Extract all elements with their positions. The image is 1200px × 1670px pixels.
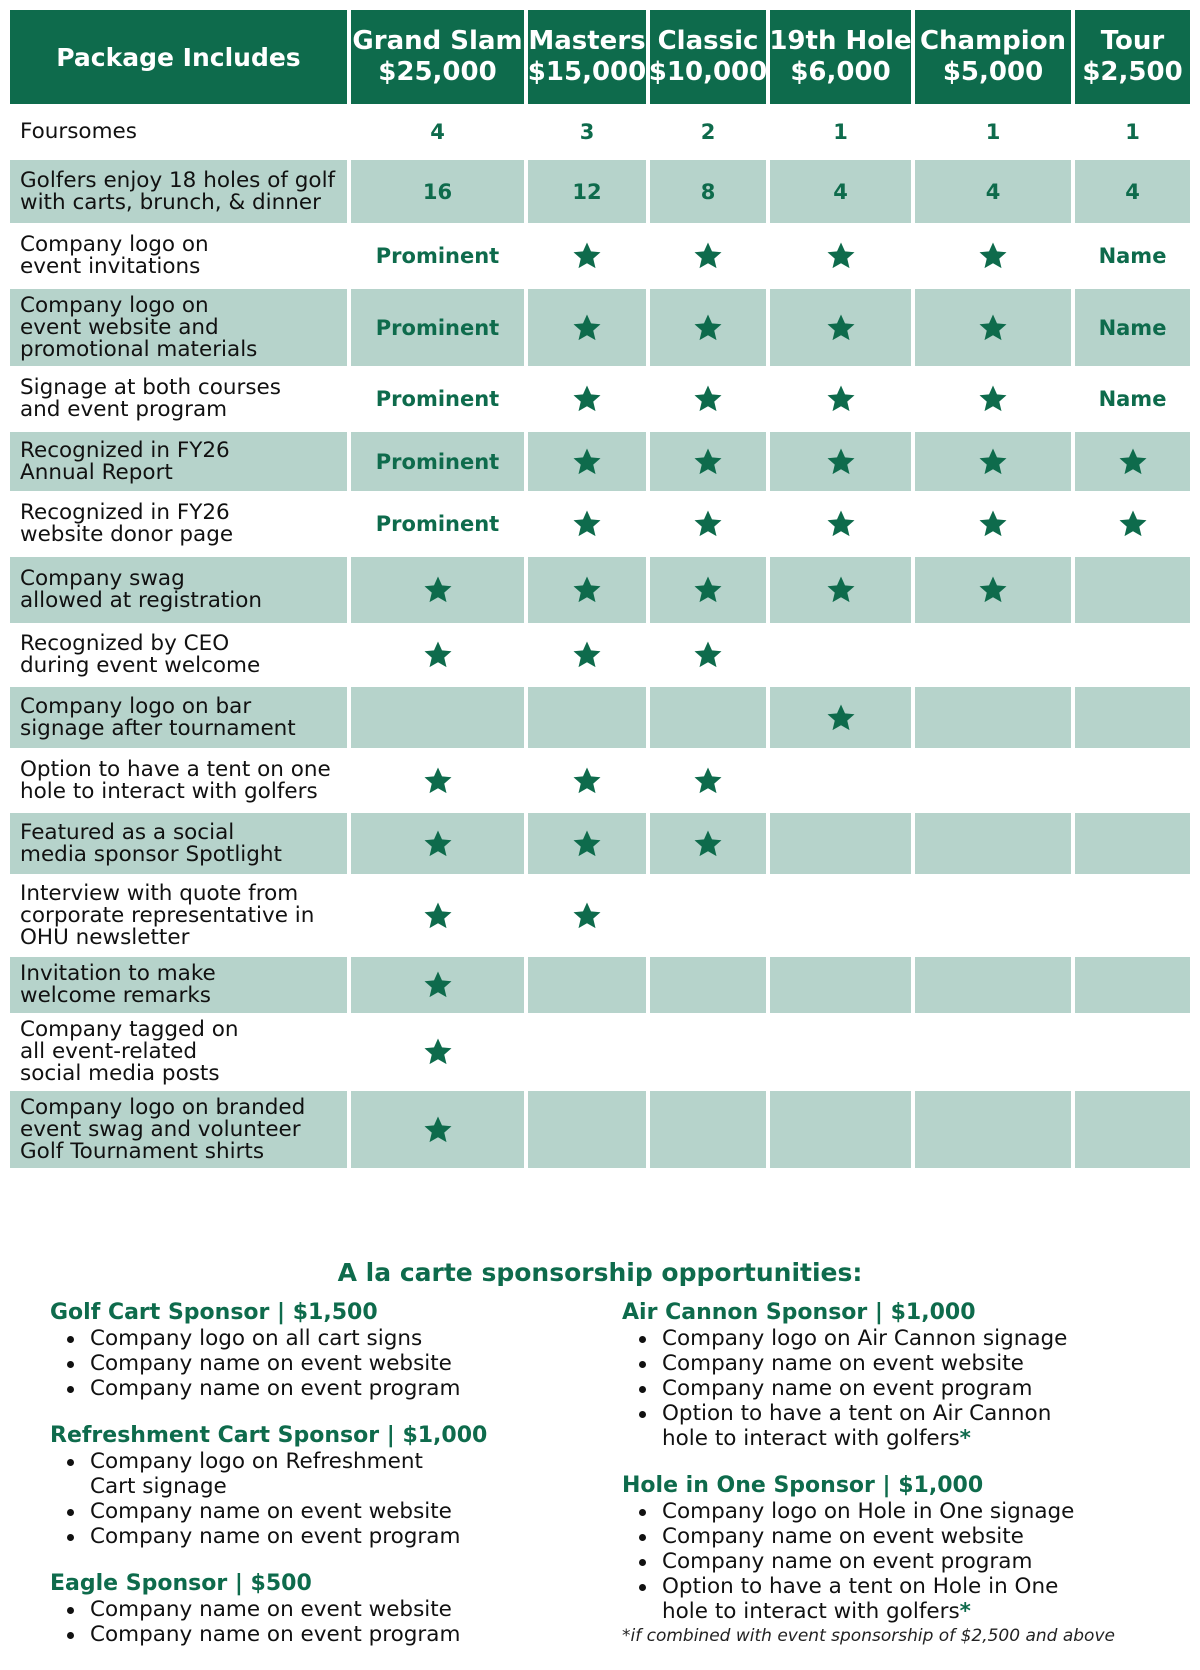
star-icon <box>423 575 453 605</box>
benefit-value: 2 <box>700 120 716 144</box>
benefit-cell <box>351 160 524 223</box>
benefit-cell <box>770 369 911 429</box>
sponsor-benefit-item: Company name on event website <box>622 1524 1192 1549</box>
star-icon <box>423 970 453 1000</box>
star-icon <box>572 241 602 271</box>
benefit-value: Prominent <box>375 244 500 268</box>
sponsor-benefit-item <box>622 1401 1192 1451</box>
sponsor-benefit-item <box>622 1574 1192 1624</box>
benefit-cell <box>650 160 766 223</box>
row-label: Option to have a tent on one hole to interact with golfers <box>20 756 331 804</box>
row-label: Company tagged on all event-related social media posts <box>20 1017 239 1086</box>
benefit-cell <box>528 626 646 684</box>
benefit-cell <box>770 626 911 684</box>
sponsor-benefit-list <box>50 1326 610 1401</box>
row-label: Company logo on branded event swag and volunteer Golf Tournament shirts <box>10 1091 347 1168</box>
benefit-cell <box>915 289 1071 366</box>
star-icon <box>572 575 602 605</box>
sponsor-benefit-list <box>622 1326 1192 1451</box>
star-icon <box>572 509 602 539</box>
star-icon <box>693 447 723 477</box>
benefit-value: 4 <box>430 120 445 144</box>
benefit-cell <box>351 369 524 429</box>
benefit-cell <box>351 877 524 954</box>
benefit-value: 16 <box>422 179 453 204</box>
benefit-cell <box>1075 160 1190 223</box>
header-package-includes: Package Includes <box>10 10 347 104</box>
asterisk-mark: * <box>959 1599 971 1624</box>
benefit-value: Prominent <box>375 449 500 474</box>
asterisk-mark: * <box>959 1426 971 1451</box>
benefit-value: Name <box>1098 244 1167 268</box>
benefit-cell <box>915 160 1071 223</box>
benefit-cell <box>650 1091 766 1168</box>
sponsor-title: Eagle Sponsor | $500 <box>50 1571 312 1596</box>
row-label: Company logo on event invitations <box>20 232 209 279</box>
benefit-cell <box>650 957 766 1013</box>
benefit-cell <box>650 557 766 623</box>
benefit-cell <box>915 432 1071 491</box>
star-icon <box>572 313 602 343</box>
benefit-cell <box>770 957 911 1013</box>
benefit-value: 1 <box>833 120 848 144</box>
benefit-cell <box>528 687 646 748</box>
sponsor-benefit-item: Company name on event program <box>622 1376 1192 1401</box>
benefit-cell <box>528 877 646 954</box>
sponsor-benefit-list <box>50 1449 610 1549</box>
benefit-cell <box>770 432 911 491</box>
star-icon <box>423 640 453 670</box>
star-icon <box>572 640 602 670</box>
star-icon <box>693 313 723 343</box>
benefit-cell <box>915 369 1071 429</box>
benefit-cell <box>1075 557 1190 623</box>
benefit-cell <box>528 557 646 623</box>
sponsor-benefit-item: Company name on event website <box>50 1597 610 1622</box>
star-icon <box>1118 447 1148 477</box>
benefit-cell <box>1075 289 1190 366</box>
package-name: Tour <box>1100 26 1165 56</box>
benefit-cell <box>915 813 1071 874</box>
benefit-cell <box>650 1016 766 1088</box>
benefit-cell <box>351 1016 524 1088</box>
benefit-cell <box>1075 751 1190 810</box>
sponsor-benefit-item: Company logo on Refreshment Cart signage <box>50 1449 610 1499</box>
benefit-cell <box>351 957 524 1013</box>
star-icon <box>693 766 723 796</box>
sponsor-benefit-text: Option to have a tent on Hole in One hole to interact with golfers <box>662 1574 1059 1624</box>
benefit-cell <box>770 687 911 748</box>
sponsor-benefit-item: Company logo on Hole in One signage <box>622 1499 1192 1524</box>
benefit-cell <box>770 877 911 954</box>
benefit-cell <box>1075 226 1190 286</box>
benefit-cell <box>528 226 646 286</box>
star-icon <box>978 384 1008 414</box>
star-icon <box>423 1115 453 1145</box>
star-icon <box>978 241 1008 271</box>
benefit-cell <box>1075 957 1190 1013</box>
benefit-cell <box>528 432 646 491</box>
star-icon <box>826 313 856 343</box>
a-la-carte-left-column <box>50 1300 610 1669</box>
sponsor-block <box>50 1571 610 1647</box>
benefit-cell <box>1075 369 1190 429</box>
benefit-cell <box>351 687 524 748</box>
benefit-value: 12 <box>572 179 602 204</box>
row-label: Recognized in FY26 website donor page <box>20 500 234 547</box>
sponsor-benefit-item: Company logo on Air Cannon signage <box>622 1326 1192 1351</box>
benefit-cell <box>770 557 911 623</box>
a-la-carte-right-column <box>622 1300 1192 1646</box>
row-label: Interview with quote from corporate representative in OHU newsletter <box>20 880 315 950</box>
row-label: Recognized in FY26 Annual Report <box>10 432 347 491</box>
benefit-value: Name <box>1098 315 1167 340</box>
header-package-0 <box>351 10 524 104</box>
star-icon <box>693 384 723 414</box>
sponsor-title: Golf Cart Sponsor | $1,500 <box>50 1300 378 1325</box>
star-icon <box>572 901 602 931</box>
row-label: Featured as a social media sponsor Spotlight <box>10 813 347 874</box>
benefit-cell <box>770 751 911 810</box>
row-label: Invitation to make welcome remarks <box>10 957 347 1013</box>
benefit-cell <box>650 432 766 491</box>
star-icon <box>978 575 1008 605</box>
star-icon <box>1118 509 1148 539</box>
benefit-cell <box>915 626 1071 684</box>
sponsor-title: Refreshment Cart Sponsor | $1,000 <box>50 1423 488 1448</box>
benefit-cell <box>770 160 911 223</box>
package-price: $25,000 <box>378 57 497 87</box>
benefit-cell <box>528 107 646 157</box>
benefit-cell <box>650 107 766 157</box>
star-icon <box>826 575 856 605</box>
benefit-value: 3 <box>579 120 595 144</box>
benefit-cell <box>770 494 911 554</box>
sponsor-block <box>50 1300 610 1401</box>
star-icon <box>423 766 453 796</box>
benefit-cell <box>915 107 1071 157</box>
benefit-cell <box>650 687 766 748</box>
benefit-cell <box>528 289 646 366</box>
row-label: Golfers enjoy 18 holes of golf with carts, brunch, & dinner <box>10 160 347 223</box>
benefit-cell <box>528 494 646 554</box>
a-la-carte-title: A la carte sponsorship opportunities: <box>337 1258 863 1287</box>
sponsor-benefit-item: Company name on event program <box>50 1622 610 1647</box>
benefit-cell <box>650 626 766 684</box>
benefit-cell <box>770 1016 911 1088</box>
header-package-5 <box>1075 10 1190 104</box>
package-price: $5,000 <box>942 57 1044 87</box>
star-icon <box>826 241 856 271</box>
benefit-cell <box>650 494 766 554</box>
star-icon <box>693 640 723 670</box>
benefit-cell <box>770 289 911 366</box>
benefit-cell <box>351 494 524 554</box>
benefit-value: Name <box>1098 387 1167 411</box>
sponsor-benefit-item: Company name on event program <box>50 1376 610 1401</box>
package-name: Classic <box>657 26 759 56</box>
star-icon <box>693 241 723 271</box>
benefit-cell <box>915 1091 1071 1168</box>
benefit-cell <box>351 226 524 286</box>
benefit-cell <box>1075 432 1190 491</box>
header-package-1 <box>528 10 646 104</box>
benefit-value: 4 <box>833 179 848 204</box>
benefit-value: 1 <box>985 120 1001 144</box>
package-price: $10,000 <box>648 57 768 87</box>
star-icon <box>693 509 723 539</box>
sponsor-benefit-item: Company name on event program <box>622 1549 1192 1574</box>
star-icon <box>826 703 856 733</box>
benefit-value: 4 <box>985 179 1001 204</box>
star-icon <box>826 384 856 414</box>
row-label: Recognized by CEO during event welcome <box>20 631 261 678</box>
sponsor-benefit-list <box>50 1597 610 1647</box>
benefit-cell <box>650 369 766 429</box>
sponsor-block <box>50 1423 610 1549</box>
benefit-cell <box>351 432 524 491</box>
star-icon <box>826 509 856 539</box>
benefit-cell <box>528 369 646 429</box>
package-name: Masters <box>528 26 646 56</box>
row-label: Company logo on event website and promotional materials <box>10 289 347 366</box>
star-icon <box>978 509 1008 539</box>
benefit-cell <box>770 226 911 286</box>
benefit-cell <box>915 1016 1071 1088</box>
package-price: $6,000 <box>790 57 891 87</box>
benefit-cell <box>528 813 646 874</box>
benefit-cell <box>915 687 1071 748</box>
benefit-cell <box>351 557 524 623</box>
benefit-cell <box>1075 626 1190 684</box>
sponsor-benefit-list <box>622 1499 1192 1624</box>
benefit-cell <box>650 813 766 874</box>
benefit-cell <box>650 226 766 286</box>
star-icon <box>978 313 1008 343</box>
sponsor-benefit-text: Option to have a tent on Air Cannon hole to interact with golfers <box>662 1401 1052 1451</box>
row-label: Company swag allowed at registration <box>10 557 347 623</box>
benefit-cell <box>1075 687 1190 748</box>
sponsor-title: Air Cannon Sponsor | $1,000 <box>622 1300 976 1325</box>
sponsor-benefit-item: Company name on event website <box>50 1351 610 1376</box>
sponsor-benefit-item: Company logo on all cart signs <box>50 1326 610 1351</box>
benefit-value: 4 <box>1125 179 1140 204</box>
benefit-cell <box>351 751 524 810</box>
benefit-cell <box>528 1091 646 1168</box>
benefit-value: Prominent <box>375 387 500 411</box>
star-icon <box>572 766 602 796</box>
benefit-cell <box>770 813 911 874</box>
benefit-cell <box>915 751 1071 810</box>
benefit-cell <box>351 107 524 157</box>
package-price: $2,500 <box>1082 57 1183 87</box>
benefit-cell <box>351 626 524 684</box>
benefit-cell <box>1075 877 1190 954</box>
benefit-value: Prominent <box>375 512 500 536</box>
package-name: Grand Slam <box>352 26 523 56</box>
benefit-cell <box>915 226 1071 286</box>
sponsor-title: Hole in One Sponsor | $1,000 <box>622 1473 984 1498</box>
header-package-2 <box>650 10 766 104</box>
benefit-cell <box>1075 813 1190 874</box>
benefit-cell <box>915 957 1071 1013</box>
benefit-cell <box>1075 494 1190 554</box>
package-name: 19th Hole <box>769 26 912 56</box>
row-label: Foursomes <box>20 119 137 144</box>
star-icon <box>978 447 1008 477</box>
benefit-cell <box>528 957 646 1013</box>
star-icon <box>693 829 723 859</box>
benefit-cell <box>770 1091 911 1168</box>
star-icon <box>572 829 602 859</box>
sponsor-benefit-item: Company name on event website <box>50 1499 610 1524</box>
benefit-cell <box>528 1016 646 1088</box>
row-label: Signage at both courses and event program <box>20 375 281 422</box>
package-price: $15,000 <box>527 57 647 87</box>
benefit-cell <box>650 289 766 366</box>
star-icon <box>423 829 453 859</box>
benefit-value: Prominent <box>375 315 500 340</box>
benefit-cell <box>351 289 524 366</box>
benefit-cell <box>915 494 1071 554</box>
star-icon <box>693 575 723 605</box>
benefit-value: 8 <box>700 179 716 204</box>
benefit-cell <box>1075 1016 1190 1088</box>
benefit-cell <box>915 877 1071 954</box>
star-icon <box>423 1037 453 1067</box>
sponsorship-table <box>10 10 1190 1168</box>
benefit-cell <box>915 557 1071 623</box>
sponsor-block <box>622 1473 1192 1624</box>
star-icon <box>572 447 602 477</box>
header-package-3 <box>770 10 911 104</box>
sponsor-benefit-item: Company name on event program <box>50 1524 610 1549</box>
benefit-cell <box>351 813 524 874</box>
footnote: *if combined with event sponsorship of $2,500 and above <box>622 1626 1115 1646</box>
benefit-cell <box>528 160 646 223</box>
benefit-cell <box>650 877 766 954</box>
benefit-cell <box>351 1091 524 1168</box>
benefit-cell <box>1075 1091 1190 1168</box>
row-label: Company logo on bar signage after tournament <box>10 687 347 748</box>
benefit-cell <box>650 751 766 810</box>
star-icon <box>826 447 856 477</box>
package-name: Champion <box>919 26 1067 56</box>
star-icon <box>423 901 453 931</box>
sponsor-block <box>622 1300 1192 1451</box>
benefit-cell <box>770 107 911 157</box>
benefit-cell <box>528 751 646 810</box>
benefit-value: 1 <box>1125 120 1140 144</box>
benefit-cell <box>1075 107 1190 157</box>
star-icon <box>572 384 602 414</box>
header-package-4 <box>915 10 1071 104</box>
sponsor-benefit-item: Company name on event website <box>622 1351 1192 1376</box>
